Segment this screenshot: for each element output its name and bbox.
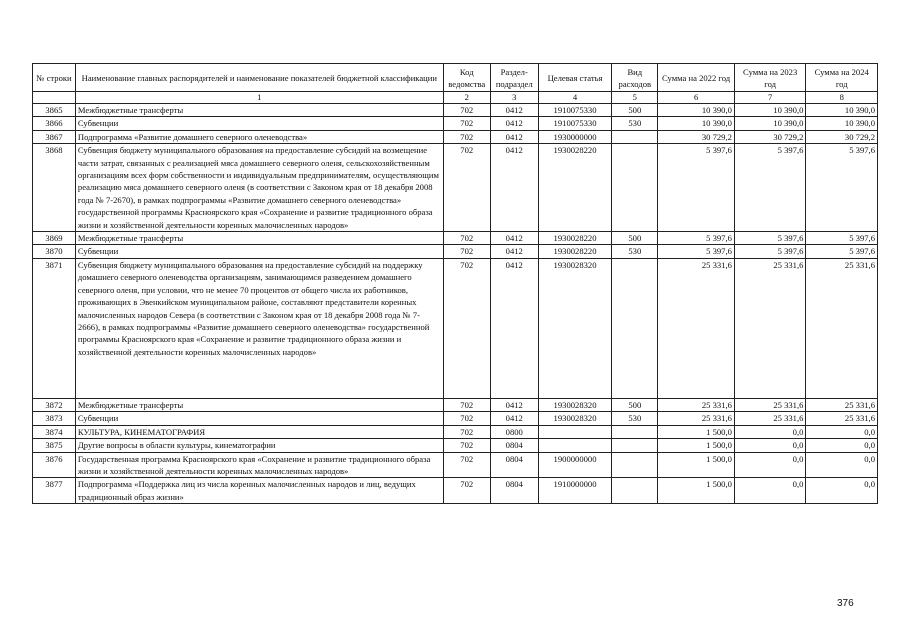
- row-name: Субвенции: [75, 245, 443, 258]
- expense-type: 500: [612, 398, 658, 411]
- section-code: 0412: [490, 104, 538, 117]
- sum-2023: 0,0: [734, 439, 806, 452]
- department-code: 702: [443, 425, 490, 438]
- section-code: 0412: [490, 412, 538, 425]
- sum-2023: 25 331,6: [734, 412, 806, 425]
- table-row: [33, 117, 878, 130]
- column-number: 4: [538, 92, 612, 104]
- expense-type: [612, 478, 658, 504]
- sum-2024: 25 331,6: [806, 258, 878, 398]
- column-number: 2: [443, 92, 490, 104]
- target-article: 1930028320: [538, 258, 612, 398]
- column-number: 3: [490, 92, 538, 104]
- expense-type: 530: [612, 245, 658, 258]
- row-number: 3871: [33, 258, 76, 398]
- sum-2024: 0,0: [806, 425, 878, 438]
- row-number: 3866: [33, 117, 76, 130]
- department-code: 702: [443, 478, 490, 504]
- sum-2023: 5 397,6: [734, 232, 806, 245]
- row-name: Другие вопросы в области культуры, кинематографии: [75, 439, 443, 452]
- table-row: [33, 412, 878, 425]
- header-expense-type: Вид расходов: [612, 64, 658, 92]
- sum-2023: 10 390,0: [734, 117, 806, 130]
- column-number-row: [33, 92, 878, 104]
- sum-2022: 10 390,0: [658, 117, 735, 130]
- expense-type: [612, 144, 658, 232]
- sum-2022: 5 397,6: [658, 232, 735, 245]
- sum-2022: 5 397,6: [658, 144, 735, 232]
- sum-2024: 30 729,2: [806, 130, 878, 143]
- department-code: 702: [443, 232, 490, 245]
- sum-2024: 5 397,6: [806, 232, 878, 245]
- column-number: [33, 92, 76, 104]
- expense-type: 530: [612, 117, 658, 130]
- expense-type: 530: [612, 412, 658, 425]
- sum-2024: 5 397,6: [806, 245, 878, 258]
- header-sum-2023: Сумма на 2023 год: [734, 64, 806, 92]
- department-code: 702: [443, 412, 490, 425]
- target-article: 1900000000: [538, 452, 612, 478]
- row-name: Субвенции: [75, 412, 443, 425]
- department-code: 702: [443, 117, 490, 130]
- department-code: 702: [443, 258, 490, 398]
- section-code: 0412: [490, 398, 538, 411]
- sum-2023: 30 729,2: [734, 130, 806, 143]
- section-code: 0800: [490, 425, 538, 438]
- budget-table: [32, 63, 878, 504]
- column-number: 5: [612, 92, 658, 104]
- expense-type: [612, 258, 658, 398]
- row-number: 3868: [33, 144, 76, 232]
- sum-2022: 10 390,0: [658, 104, 735, 117]
- row-number: 3865: [33, 104, 76, 117]
- row-number: 3876: [33, 452, 76, 478]
- page-number: 376: [837, 598, 854, 609]
- sum-2023: 0,0: [734, 425, 806, 438]
- table-row: [33, 104, 878, 117]
- row-number: 3874: [33, 425, 76, 438]
- department-code: 702: [443, 439, 490, 452]
- row-name: Подпрограмма «Развитие домашнего северного оленеводства»: [75, 130, 443, 143]
- row-name: Субвенция бюджету муниципального образования на предоставление субсидий на возмещение части затрат, связанных с реализацией мяса домашнего северного оленя, сельскохозяйственным организациям всех форм собственности и индивидуальным предпринимателям, осуществляющим реализацию мяса домашнего северного оленя (в соответствии с Законом края от 18 декабря 2008 года № 7-2670), в рамках подпрограммы «Развитие домашнего северного оленеводства» государственной программы Красноярского края «Сохранение и развитие традиционного образа жизни и хозяйственной деятельности коренных малочисленных народов»: [75, 144, 443, 232]
- expense-type: 500: [612, 232, 658, 245]
- header-target-article: Целевая статья: [538, 64, 612, 92]
- sum-2024: 10 390,0: [806, 117, 878, 130]
- target-article: 1910075330: [538, 117, 612, 130]
- department-code: 702: [443, 452, 490, 478]
- table-row: [33, 478, 878, 504]
- sum-2024: 0,0: [806, 478, 878, 504]
- sum-2024: 25 331,6: [806, 412, 878, 425]
- sum-2024: 0,0: [806, 452, 878, 478]
- sum-2022: 1 500,0: [658, 439, 735, 452]
- section-code: 0412: [490, 245, 538, 258]
- row-name: Межбюджетные трансферты: [75, 104, 443, 117]
- section-code: 0804: [490, 439, 538, 452]
- target-article: 1930028320: [538, 412, 612, 425]
- row-number: 3869: [33, 232, 76, 245]
- target-article: [538, 425, 612, 438]
- department-code: 702: [443, 245, 490, 258]
- table-row: [33, 258, 878, 398]
- target-article: 1910000000: [538, 478, 612, 504]
- target-article: 1930000000: [538, 130, 612, 143]
- row-number: 3873: [33, 412, 76, 425]
- target-article: 1910075330: [538, 104, 612, 117]
- sum-2022: 1 500,0: [658, 452, 735, 478]
- sum-2023: 5 397,6: [734, 144, 806, 232]
- sum-2022: 1 500,0: [658, 478, 735, 504]
- row-name: Государственная программа Красноярского края «Сохранение и развитие традиционного образа жизни и хозяйственной деятельности коренных малочисленных народов»: [75, 452, 443, 478]
- expense-type: [612, 439, 658, 452]
- target-article: 1930028320: [538, 398, 612, 411]
- sum-2023: 25 331,6: [734, 258, 806, 398]
- row-number: 3872: [33, 398, 76, 411]
- row-number: 3877: [33, 478, 76, 504]
- target-article: 1930028220: [538, 232, 612, 245]
- target-article: [538, 439, 612, 452]
- target-article: 1930028220: [538, 245, 612, 258]
- table-row: [33, 425, 878, 438]
- sum-2024: 10 390,0: [806, 104, 878, 117]
- table-row: [33, 452, 878, 478]
- row-number: 3875: [33, 439, 76, 452]
- header-department-code: Код ведомства: [443, 64, 490, 92]
- column-number: 6: [658, 92, 735, 104]
- table-row: [33, 439, 878, 452]
- section-code: 0412: [490, 258, 538, 398]
- row-name: Субвенция бюджету муниципального образования на предоставление субсидий на поддержку домашнего северного оленеводства организациям, занимающимся разведением домашнего северного оленя, при условии, что не менее 70 процентов от общего числа их работников, проживающих в Эвенкийском муниципальном районе, составляют представители коренных малочисленных народов Севера (в соответствии с Законом края от 18 декабря 2008 года № 7-2666), в рамках подпрограммы «Развитие домашнего северного оленеводства» государственной программы Красноярского края «Сохранение и развитие традиционного образа жизни и хозяйственной деятельности коренных малочисленных народов»: [75, 258, 443, 398]
- header-sum-2024: Сумма на 2024 год: [806, 64, 878, 92]
- expense-type: [612, 425, 658, 438]
- sum-2022: 25 331,6: [658, 412, 735, 425]
- table-row: [33, 398, 878, 411]
- table-row: [33, 232, 878, 245]
- header-row-number: № строки: [33, 64, 76, 92]
- header-sum-2022: Сумма на 2022 год: [658, 64, 735, 92]
- section-code: 0412: [490, 117, 538, 130]
- target-article: 1930028220: [538, 144, 612, 232]
- row-number: 3867: [33, 130, 76, 143]
- sum-2022: 25 331,6: [658, 398, 735, 411]
- sum-2024: 5 397,6: [806, 144, 878, 232]
- table-row: [33, 130, 878, 143]
- header-row: [33, 64, 878, 92]
- sum-2023: 5 397,6: [734, 245, 806, 258]
- expense-type: 500: [612, 104, 658, 117]
- section-code: 0412: [490, 130, 538, 143]
- section-code: 0804: [490, 478, 538, 504]
- row-number: 3870: [33, 245, 76, 258]
- expense-type: [612, 130, 658, 143]
- sum-2023: 0,0: [734, 452, 806, 478]
- department-code: 702: [443, 144, 490, 232]
- sum-2023: 0,0: [734, 478, 806, 504]
- department-code: 702: [443, 130, 490, 143]
- department-code: 702: [443, 398, 490, 411]
- sum-2024: 0,0: [806, 439, 878, 452]
- sum-2023: 25 331,6: [734, 398, 806, 411]
- header-section: Раздел-подраздел: [490, 64, 538, 92]
- sum-2022: 5 397,6: [658, 245, 735, 258]
- sum-2023: 10 390,0: [734, 104, 806, 117]
- table-row: [33, 245, 878, 258]
- row-name: Межбюджетные трансферты: [75, 398, 443, 411]
- sum-2022: 25 331,6: [658, 258, 735, 398]
- row-name: Подпрограмма «Поддержка лиц из числа коренных малочисленных народов и лиц, ведущих традиционный образ жизни»: [75, 478, 443, 504]
- sum-2024: 25 331,6: [806, 398, 878, 411]
- section-code: 0804: [490, 452, 538, 478]
- expense-type: [612, 452, 658, 478]
- sum-2022: 30 729,2: [658, 130, 735, 143]
- section-code: 0412: [490, 144, 538, 232]
- section-code: 0412: [490, 232, 538, 245]
- row-name: Субвенции: [75, 117, 443, 130]
- header-name: Наименование главных распорядителей и наименование показателей бюджетной классификации: [75, 64, 443, 92]
- column-number: 8: [806, 92, 878, 104]
- column-number: 1: [75, 92, 443, 104]
- row-name: Межбюджетные трансферты: [75, 232, 443, 245]
- row-name: КУЛЬТУРА, КИНЕМАТОГРАФИЯ: [75, 425, 443, 438]
- table-row: [33, 144, 878, 232]
- column-number: 7: [734, 92, 806, 104]
- sum-2022: 1 500,0: [658, 425, 735, 438]
- department-code: 702: [443, 104, 490, 117]
